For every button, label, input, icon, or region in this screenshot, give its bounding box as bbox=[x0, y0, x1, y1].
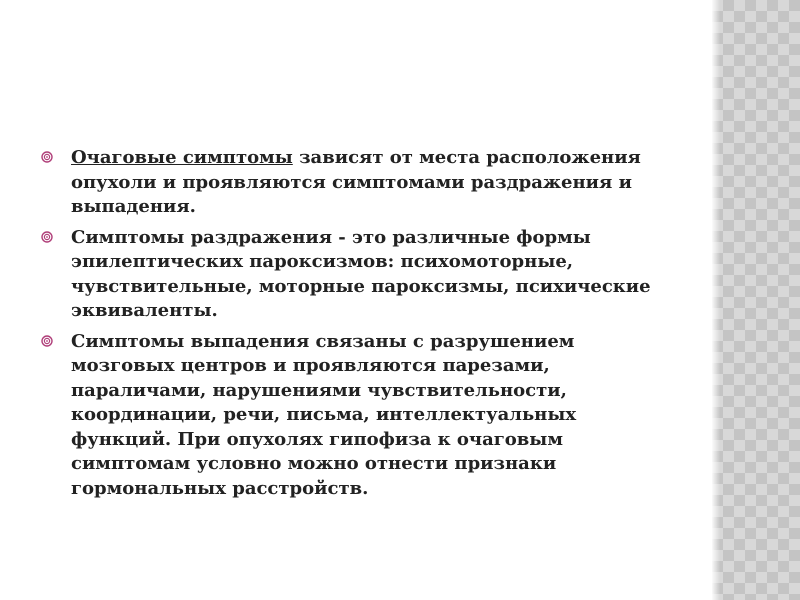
spiral-bullet-icon bbox=[41, 231, 53, 243]
bullet-underlined-term: Очаговые симптомы bbox=[71, 147, 293, 168]
bullet-item-irritation-symptoms bbox=[38, 226, 678, 324]
bullet-text: Симптомы выпадения связаны с разрушением мозговых центров и проявляются парезами, параличами, нарушениями чувствительности, координации, речи, письма, интеллектуальных функций. При опухолях гипофиза к очаговым симптомам условно можно отнести признаки гормональных расстройств. bbox=[71, 330, 577, 499]
bullet-text: Симптомы раздражения - это различные формы эпилептических пароксизмов: психомоторные, чувствительные, моторные пароксизмы, психические эквиваленты. bbox=[71, 226, 651, 321]
bullet-text: зависят от места расположения опухоли и проявляются симптомами раздражения и выпадения. bbox=[71, 147, 641, 217]
spiral-bullet-icon bbox=[41, 151, 53, 163]
bullet-item-focal-symptoms bbox=[38, 146, 678, 220]
decorative-side-panel bbox=[712, 0, 800, 600]
spiral-bullet-icon bbox=[41, 335, 53, 347]
bullet-item-loss-symptoms bbox=[38, 330, 678, 502]
bullet-list bbox=[38, 146, 678, 507]
